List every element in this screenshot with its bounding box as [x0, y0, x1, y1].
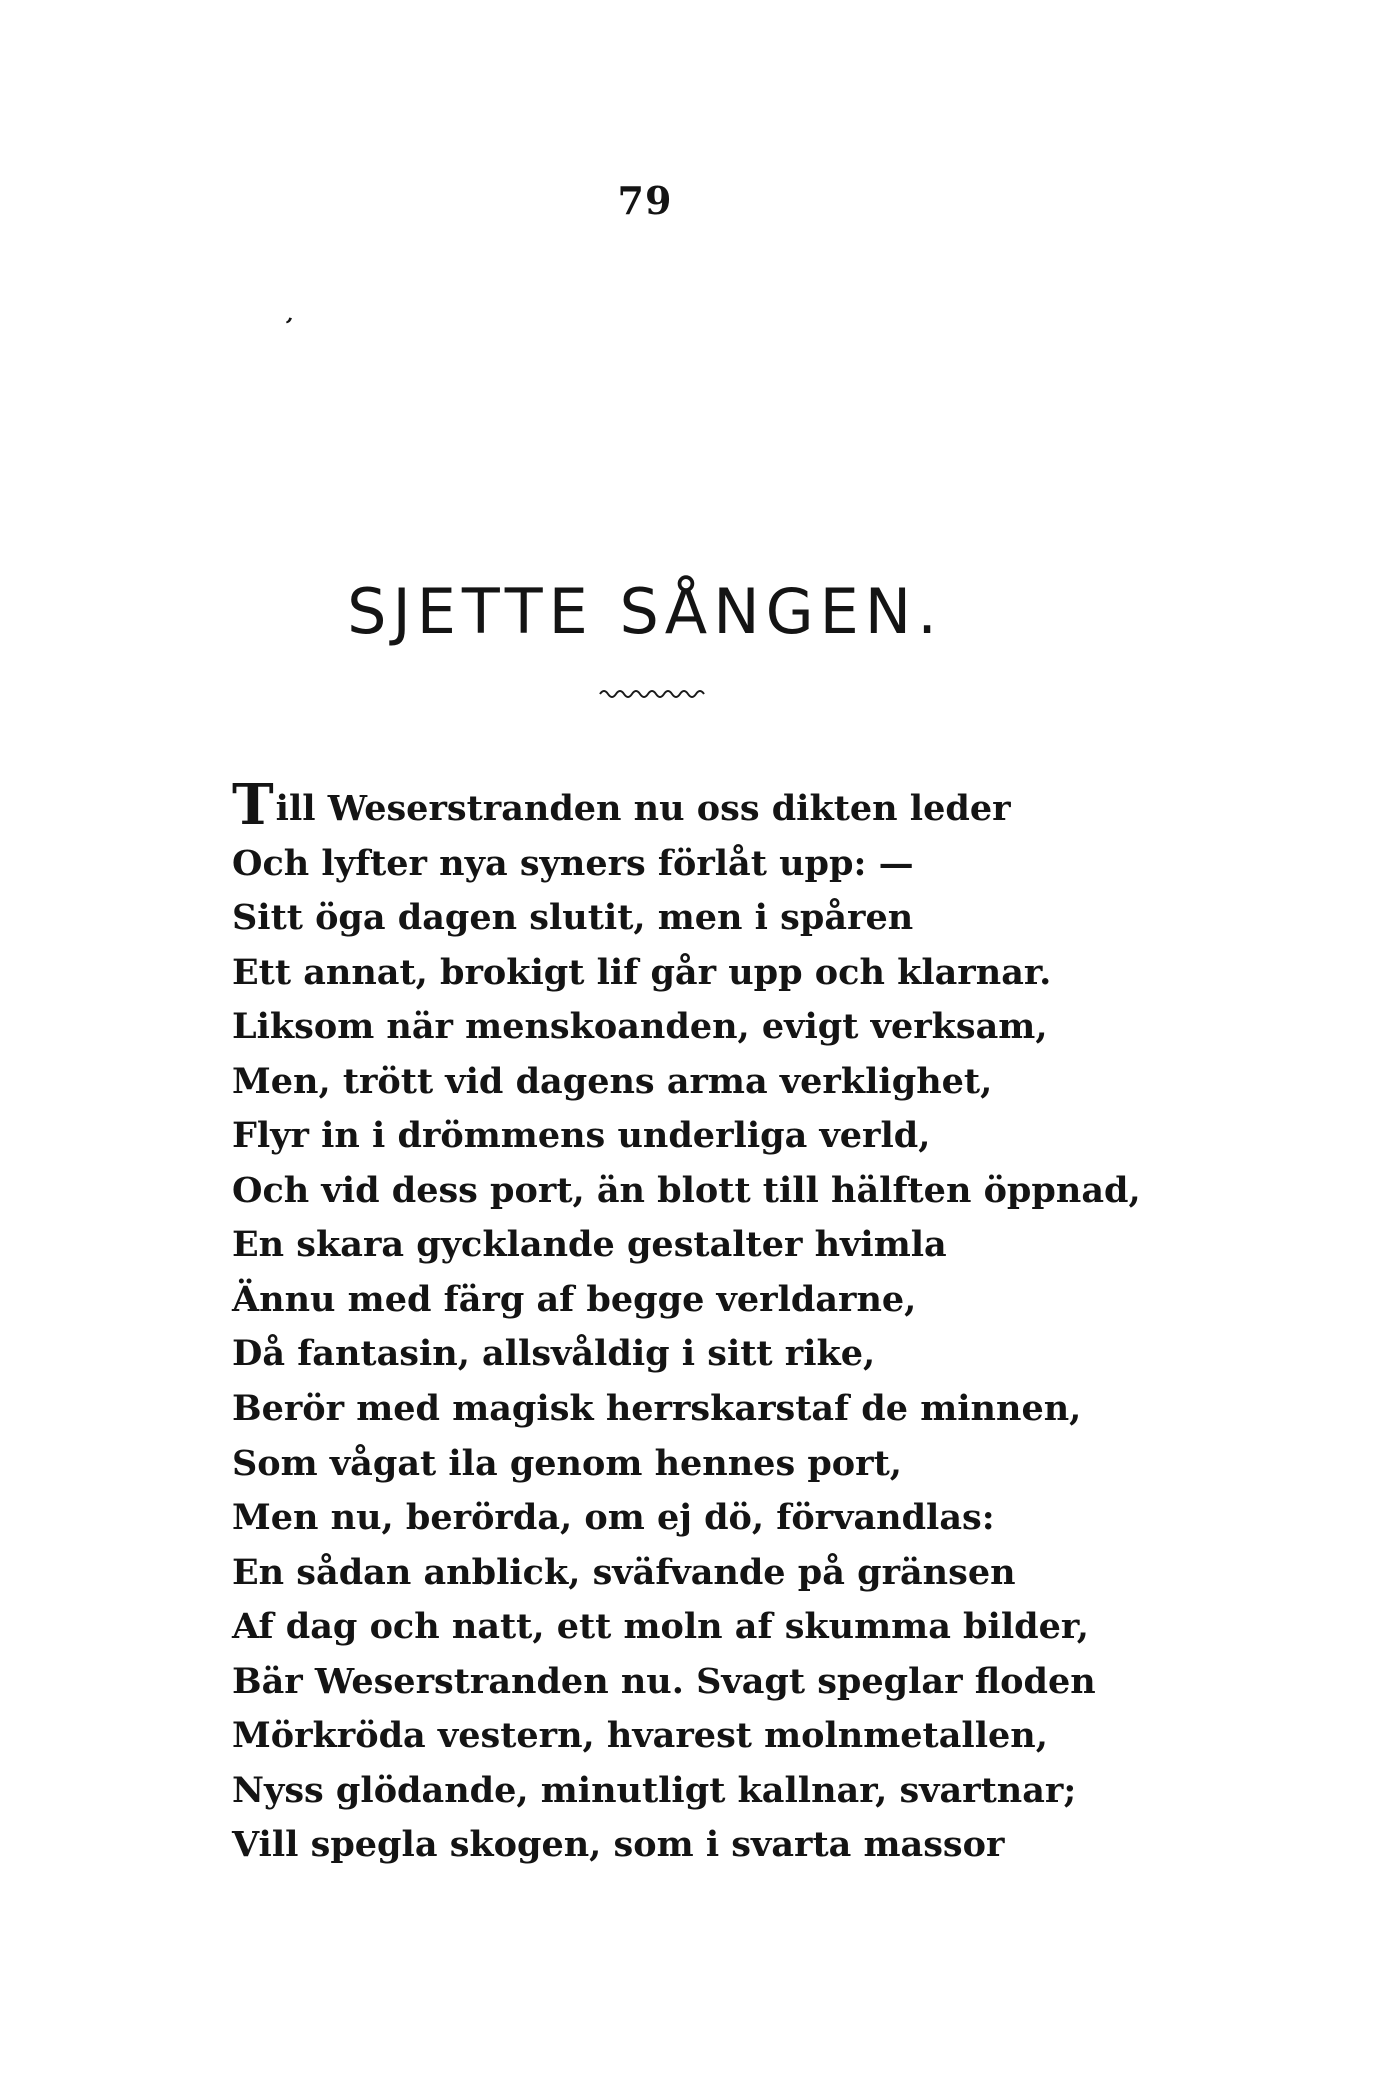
poem-line: Men nu, berörda, om ej dö, förvandlas:: [232, 1497, 995, 1539]
page-number: 79: [617, 178, 673, 223]
stray-mark: ,: [285, 301, 298, 327]
poem-line: En sådan anblick, sväfvande på gränsen: [232, 1551, 1016, 1593]
chapter-title: SJETTE SÅNGEN.: [347, 575, 943, 648]
poem-line: Mörkröda vestern, hvarest molnmetallen,: [232, 1715, 1048, 1757]
poem-line: En skara gycklande gestalter hvimla: [232, 1224, 947, 1266]
drop-cap: T: [232, 772, 274, 838]
wavy-ornament: [598, 686, 710, 700]
poem-line: Berör med magisk herrskarstaf de minnen,: [232, 1388, 1082, 1430]
poem-line: Sitt öga dagen slutit, men i spåren: [232, 897, 914, 939]
poem-line: Och lyfter nya syners förlåt upp: —: [232, 842, 914, 884]
poem-line: Som vågat ila genom hennes port,: [232, 1442, 902, 1484]
poem-line: Ett annat, brokigt lif går upp och klarnar.: [232, 951, 1052, 993]
poem-line: Nyss glödande, minutligt kallnar, svartnar;: [232, 1769, 1077, 1811]
poem-line: Men, trött vid dagens arma verklighet,: [232, 1060, 993, 1102]
poem-line: Flyr in i drömmens underliga verld,: [232, 1115, 931, 1157]
poem-line-first: [232, 772, 1292, 838]
poem-line: Af dag och natt, ett moln af skumma bilder,: [232, 1606, 1089, 1648]
poem-line: Vill spegla skogen, som i svarta massor: [232, 1824, 1005, 1866]
poem-line: Bär Weserstranden nu. Svagt speglar floden: [232, 1660, 1096, 1702]
poem-line: Liksom när menskoanden, evigt verksam,: [232, 1006, 1048, 1048]
poem-body: [232, 772, 1292, 1873]
poem-line: Ännu med färg af begge verldarne,: [232, 1278, 917, 1320]
poem-line: Då fantasin, allsvåldig i sitt rike,: [232, 1333, 876, 1375]
poem-line: Och vid dess port, än blott till hälften öppnad,: [232, 1169, 1141, 1211]
first-line-text: ill Weserstranden nu oss dikten leder: [275, 788, 1011, 829]
